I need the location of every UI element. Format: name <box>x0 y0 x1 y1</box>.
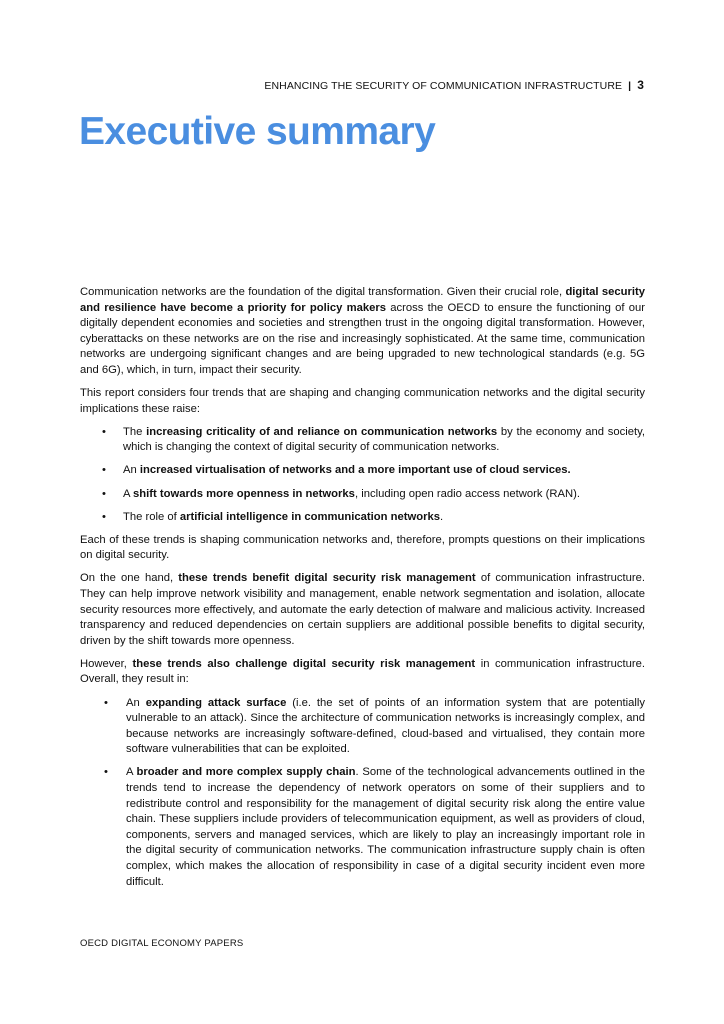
bold-phrase: artificial intelligence in communication networks <box>179 510 440 523</box>
text-run: in communication infrastructure. Overall, they result in: <box>80 657 645 686</box>
page-title: Executive summary <box>79 110 436 153</box>
text-run: The role of <box>123 510 180 523</box>
bullet-icon: • <box>104 766 108 779</box>
bullet-icon: • <box>102 487 106 500</box>
header-separator: | <box>628 80 632 92</box>
challenges-list <box>80 696 645 891</box>
bold-phrase: increasing criticality of and reliance on communication networks <box>146 425 498 438</box>
trends-list <box>80 425 645 525</box>
text-run: However, <box>80 657 133 670</box>
text-run: . Some of the technological advancements outlined in the trends tend to increase the dependency of network operators on some of their suppliers and to redistribute control and responsibility for the management of digital security risk along the entire value chain. These suppliers include providers of telecommunication equipment, as well as providers of cloud, components, servers and managed services, which are likely to play an increasingly important role in the digital security of communication networks. The communication infrastructure supply chain is often complex, which makes the allocation of responsibility in case of a digital security incident even more difficult. <box>126 766 645 888</box>
text-run: A <box>126 766 137 779</box>
bold-phrase: increased virtualisation of networks and a more important use of cloud services. <box>139 464 571 477</box>
bullet-icon: • <box>104 696 108 709</box>
bold-phrase: shift towards more openness in networks <box>133 487 355 500</box>
challenge-bullet <box>80 765 645 890</box>
trend-bullet <box>80 425 645 456</box>
bullet-icon: • <box>102 510 106 523</box>
intro-paragraph <box>80 285 645 379</box>
implications-paragraph <box>80 533 645 564</box>
trend-bullet <box>80 463 645 479</box>
text-run: On the one hand, <box>80 572 179 585</box>
benefits-paragraph <box>80 571 645 649</box>
running-title: ENHANCING THE SECURITY OF COMMUNICATION INFRASTRUCTURE <box>264 80 623 92</box>
bold-phrase: these trends benefit digital security risk management <box>178 572 476 585</box>
text-run: An <box>123 464 140 477</box>
bold-phrase: expanding attack surface <box>145 696 287 709</box>
trend-bullet <box>80 487 645 503</box>
text-run: , including open radio access network (RAN). <box>354 487 581 500</box>
challenge-bullet <box>80 696 645 758</box>
text-run: An <box>126 696 146 709</box>
text-run: . <box>439 510 444 523</box>
bullet-icon: • <box>102 464 106 477</box>
text-run: Each of these trends is shaping communication networks and, therefore, prompts questions on their implications on digital security. <box>80 533 645 562</box>
text-run: A <box>123 487 134 500</box>
trends-intro-paragraph <box>80 386 645 417</box>
page-number: 3 <box>637 78 644 92</box>
challenges-paragraph <box>80 657 645 688</box>
bullet-icon: • <box>102 425 106 438</box>
text-run: across the OECD to ensure the functioning of our digitally dependent economies and societies and strengthen trust in the ongoing digital transformation. However, cyberattacks on these networks are on the rise and increasingly sophisticated. At the same time, communication networks are undergoing significant changes and are being upgraded to new technological standards (e.g. 5G and 6G), which, in turn, impact their security. <box>80 301 646 376</box>
text-run: This report considers four trends that are shaping and changing communication networks and the digital security implications these raise: <box>80 387 645 415</box>
bold-phrase: broader and more complex supply chain <box>136 766 356 779</box>
text-run: (i.e. the set of points of an information system that are potentially vulnerable to an attack). Since the architecture of communication networks is increasingly complex, and because networks are increasingly software-defined, cloud-based and virtualised, they contain more software vulnerabilities that can be exploited. <box>126 696 645 756</box>
bold-phrase: digital security and resilience have become a priority for policy makers <box>80 286 645 314</box>
body-text <box>80 285 645 898</box>
running-footer: OECD DIGITAL ECONOMY PAPERS <box>80 938 244 949</box>
bold-phrase: these trends also challenge digital security risk management <box>132 657 476 670</box>
text-run: Communication networks are the foundation of the digital transformation. Given their crucial role, <box>80 286 566 298</box>
text-run: The <box>123 425 147 438</box>
running-header <box>264 78 644 92</box>
text-run: of communication infrastructure. They can help improve network visibility and management, enable network segmentation and isolation, allocate security resources more effectively, and automate the early detection of malware and malicious activity. Increased transparency and reduced dependencies on certain suppliers are additional possible benefits to digital security, driven by the shift towards more openness. <box>80 572 645 647</box>
trend-bullet <box>80 510 645 526</box>
text-run: by the economy and society, which is changing the context of digital security of communication networks. <box>123 425 646 454</box>
